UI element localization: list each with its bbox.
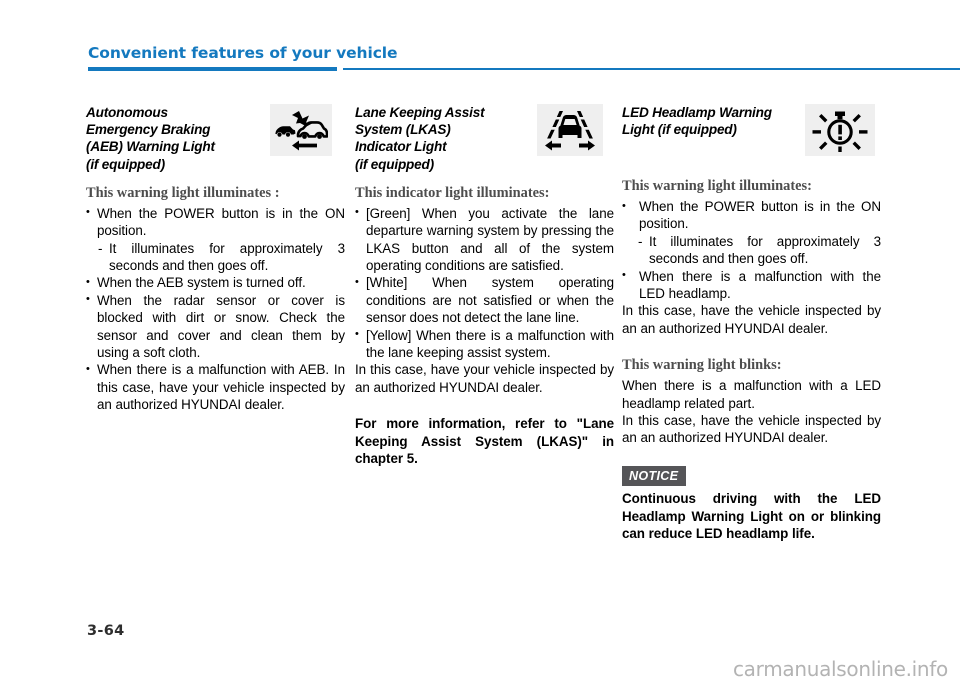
list-item: • When the POWER button is in the ON position. bbox=[86, 205, 345, 240]
title-line: System (LKAS) bbox=[355, 122, 451, 138]
spacer bbox=[622, 447, 881, 466]
spacer bbox=[86, 173, 345, 184]
list-item: • [Yellow] When there is a malfunction with the lane keeping assist system. bbox=[355, 327, 614, 362]
led-bullet-list-2 bbox=[622, 268, 881, 303]
column-lkas bbox=[355, 104, 614, 468]
section-title-led bbox=[622, 104, 817, 138]
column-aeb bbox=[86, 104, 345, 414]
title-line: Emergency Braking bbox=[86, 122, 211, 138]
led-closing-text: In this case, have the vehicle inspected by an an authorized HYUNDAI dealer. bbox=[622, 303, 881, 336]
aeb-bullet-list bbox=[86, 205, 345, 240]
section-header-aeb bbox=[86, 104, 345, 173]
section-title-lkas bbox=[355, 104, 530, 173]
title-line: Lane Keeping Assist bbox=[355, 105, 485, 120]
lkas-bold-note: For more information, refer to "Lane Keeping Assist System (LKAS)" in chapter 5. bbox=[355, 416, 614, 467]
list-item: • When the radar sensor or cover is blocked with dirt or snow. Check the sensor and cover and clean them by using a soft cloth. bbox=[86, 292, 345, 362]
aeb-collision-warning-icon bbox=[270, 104, 332, 156]
subheading-led-illuminates: This warning light illuminates: bbox=[622, 178, 812, 194]
aeb-sub-item: - It illuminates for approximately 3 seconds and then goes off. bbox=[98, 240, 345, 275]
header-rule-thin bbox=[343, 68, 960, 70]
title-line: (if equipped) bbox=[355, 156, 434, 172]
spacer bbox=[355, 396, 614, 415]
lkas-closing-text: In this case, have your vehicle inspected by an authorized HYUNDAI dealer. bbox=[355, 362, 614, 395]
spacer bbox=[355, 173, 614, 184]
section-title-aeb bbox=[86, 104, 261, 173]
led-blink-text-2: In this case, have the vehicle inspected by an an authorized HYUNDAI dealer. bbox=[622, 413, 881, 446]
lkas-lane-keeping-icon bbox=[537, 104, 603, 156]
page-number: 3-64 bbox=[87, 623, 125, 639]
subheading-lkas-illuminates: This indicator light illuminates: bbox=[355, 184, 550, 201]
list-item: • When the AEB system is turned off. bbox=[86, 274, 345, 291]
section-header-led bbox=[622, 104, 881, 166]
subheading-aeb-illuminates: This warning light illuminates : bbox=[86, 184, 280, 201]
notice-text: Continuous driving with the LED Headlamp Warning Light on or blinking can reduce LED headlamp life. bbox=[622, 491, 881, 542]
led-headlamp-warning-icon bbox=[805, 104, 875, 156]
led-sub-item: - It illuminates for approximately 3 seconds and then goes off. bbox=[638, 233, 881, 268]
list-item: • [Green] When you activate the lane departure warning system by pressing the LKAS button and all of the system operating conditions are satisfied. bbox=[355, 205, 614, 275]
list-item: • When the POWER button is in the ON position. bbox=[622, 198, 881, 233]
list-item: • [White] When system operating conditions are not satisfied or when the sensor does not detect the lane line. bbox=[355, 274, 614, 326]
title-line: LED Headlamp Warning bbox=[622, 105, 772, 120]
title-line: Indicator Light bbox=[355, 139, 447, 155]
subheading-led-blinks: This warning light blinks: bbox=[622, 357, 782, 374]
watermark: carmanualsonline.info bbox=[732, 657, 948, 681]
lkas-bullet-list bbox=[355, 205, 614, 362]
list-item: • When there is a malfunction with AEB. In this case, have your vehicle inspected by an authorized HYUNDAI dealer. bbox=[86, 361, 345, 413]
led-blink-text-1: When there is a malfunction with a LED headlamp related part. bbox=[622, 378, 881, 411]
list-item: • When there is a malfunction with the LED headlamp. bbox=[622, 268, 881, 303]
section-header-lkas bbox=[355, 104, 614, 173]
spacer bbox=[622, 166, 881, 177]
aeb-bullet-list-2 bbox=[86, 274, 345, 413]
title-line: Light (if equipped) bbox=[622, 122, 737, 138]
led-bullet-list bbox=[622, 198, 881, 233]
page-header bbox=[88, 44, 878, 74]
title-line: (AEB) Warning Light bbox=[86, 139, 215, 155]
spacer bbox=[622, 337, 881, 356]
page-title: Convenient features of your vehicle bbox=[88, 44, 398, 62]
title-line: (if equipped) bbox=[86, 156, 165, 172]
title-line: Autonomous bbox=[86, 105, 168, 120]
column-led-headlamp bbox=[622, 104, 881, 543]
header-rule-thick bbox=[88, 67, 337, 71]
notice-block bbox=[622, 466, 881, 543]
notice-badge: NOTICE bbox=[622, 466, 686, 487]
